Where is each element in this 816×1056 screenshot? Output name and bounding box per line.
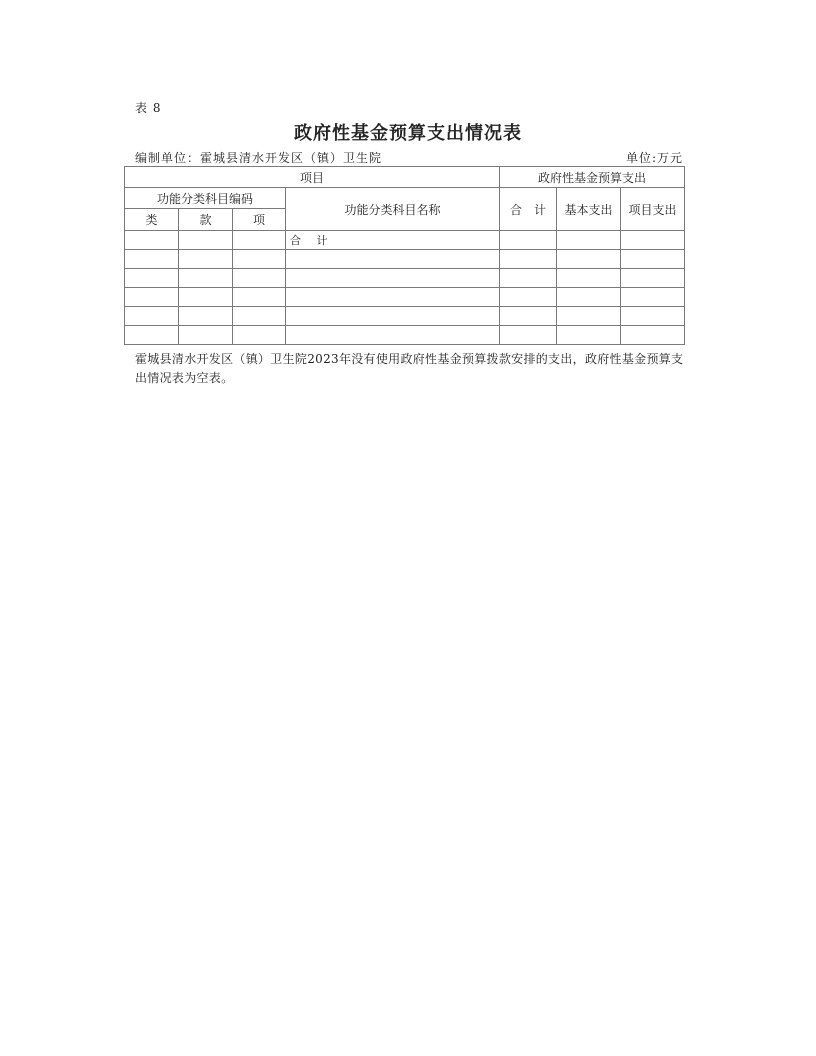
table-cell (286, 269, 500, 288)
table-cell (125, 307, 179, 326)
header-kuan: 款 (179, 209, 233, 231)
header-lei: 类 (125, 209, 179, 231)
empty-table-note: 霍城县清水开发区（镇）卫生院2023年没有使用政府性基金预算拨款安排的支出，政府性基金预算支出情况表为空表。 (135, 352, 684, 385)
table-cell (557, 250, 621, 269)
table-cell (500, 250, 557, 269)
header-basic-expenditure: 基本支出 (557, 188, 621, 231)
table-cell (621, 231, 685, 250)
table-cell (125, 326, 179, 345)
table-cell (233, 231, 286, 250)
table-cell (621, 269, 685, 288)
table-cell (621, 307, 685, 326)
expenditure-table (124, 166, 685, 345)
table-row (125, 269, 685, 288)
compiling-unit: 编制单位：霍城县清水开发区（镇）卫生院 (135, 151, 383, 165)
table-cell (233, 288, 286, 307)
table-cell (125, 288, 179, 307)
table-cell (179, 231, 233, 250)
currency-unit: 单位:万元 (625, 151, 683, 165)
table-row (125, 288, 685, 307)
table-cell (179, 288, 233, 307)
table-cell (179, 307, 233, 326)
table-cell (500, 307, 557, 326)
table-cell (500, 326, 557, 345)
table-cell (233, 269, 286, 288)
table-row (125, 250, 685, 269)
table-cell (286, 250, 500, 269)
header-function-code: 功能分类科目编码 (125, 188, 286, 209)
table-row (125, 307, 685, 326)
table-cell (125, 231, 179, 250)
empty-rows (125, 250, 685, 345)
table-cell (286, 307, 500, 326)
table-cell (500, 231, 557, 250)
table-cell (557, 288, 621, 307)
total-row-label: 合 计 (286, 231, 500, 250)
table-number: 表 8 (135, 101, 162, 115)
table-cell (179, 269, 233, 288)
page-title: 政府性基金预算支出情况表 (294, 123, 522, 144)
table-cell (621, 288, 685, 307)
table-cell (233, 326, 286, 345)
header-project: 项目 (125, 167, 500, 188)
table-cell (286, 326, 500, 345)
table-row-total (125, 231, 685, 250)
header-fund-expenditure: 政府性基金预算支出 (500, 167, 685, 188)
table-cell (557, 231, 621, 250)
table-cell (233, 250, 286, 269)
table-cell (179, 326, 233, 345)
table-cell (500, 288, 557, 307)
table-cell (125, 269, 179, 288)
table-cell (557, 307, 621, 326)
table-cell (233, 307, 286, 326)
header-project-expenditure: 项目支出 (621, 188, 685, 231)
header-total: 合 计 (500, 188, 557, 231)
table-row (125, 326, 685, 345)
table-cell (125, 250, 179, 269)
table-cell (621, 250, 685, 269)
table-cell (179, 250, 233, 269)
header-xiang: 项 (233, 209, 286, 231)
table-cell (621, 326, 685, 345)
table-cell (500, 269, 557, 288)
header-function-name: 功能分类科目名称 (286, 188, 500, 231)
table-cell (557, 269, 621, 288)
table-cell (557, 326, 621, 345)
table-cell (286, 288, 500, 307)
